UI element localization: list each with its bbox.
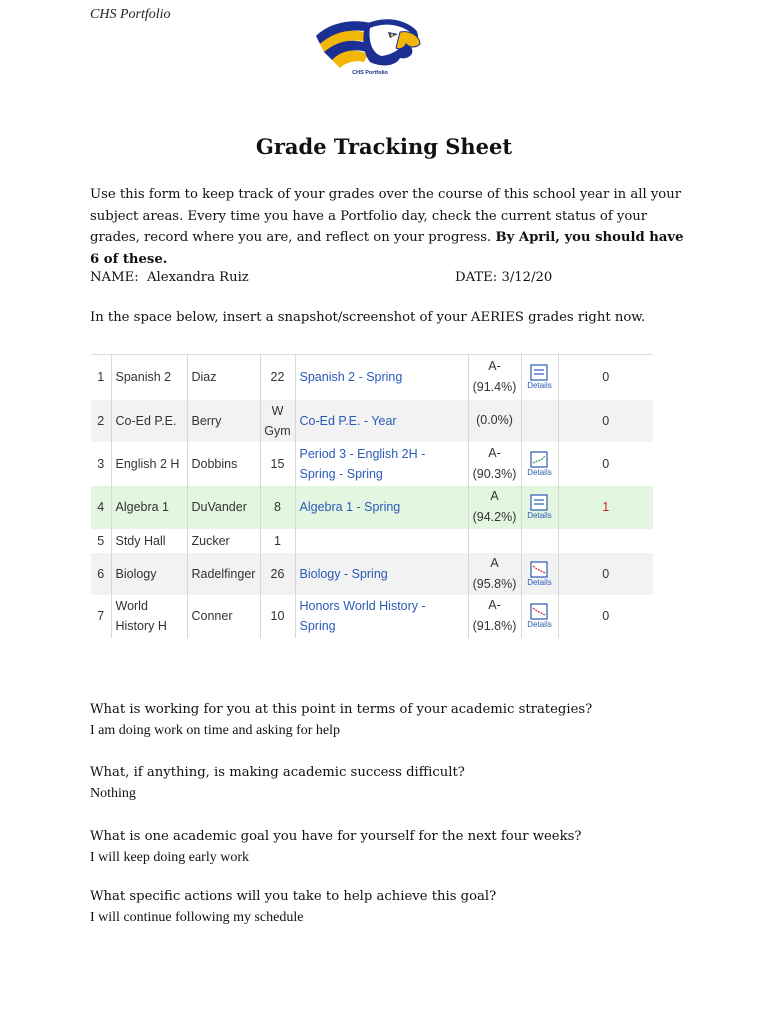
details-link[interactable]: Details <box>527 620 552 629</box>
grade-row <box>91 595 653 638</box>
room-cell: W Gym <box>260 400 295 442</box>
course-cell: Co-Ed P.E. <box>111 400 187 442</box>
gradebook-link[interactable]: Period 3 - English 2H - Spring - Spring <box>295 442 468 486</box>
instruction-text: In the space below, insert a snapshot/screenshot of your AERIES grades right now. <box>90 310 646 325</box>
logo-caption: CHS Portfolio <box>352 70 388 76</box>
mark-percent: (91.8%) <box>472 619 517 633</box>
missing-cell: 0 <box>602 413 610 428</box>
mark-cell <box>468 529 521 553</box>
course-cell: Stdy Hall <box>111 529 187 553</box>
icon-cell <box>521 595 558 638</box>
course-cell: World History H <box>111 595 187 638</box>
period-cell: 6 <box>91 553 111 595</box>
mark-letter: A <box>490 555 499 570</box>
icon-cell <box>521 442 558 486</box>
reflection-block <box>90 826 690 868</box>
mark-cell <box>468 442 521 486</box>
teacher-cell: Conner <box>187 595 260 638</box>
period-cell: 4 <box>91 486 111 529</box>
reflection-block <box>90 886 690 928</box>
mark-cell <box>468 595 521 638</box>
mark-cell <box>468 400 521 442</box>
reflection-question: What specific actions will you take to help achieve this goal? <box>90 889 497 904</box>
date-value: 3/12/20 <box>501 270 553 285</box>
teacher-cell: Berry <box>187 400 260 442</box>
details-link[interactable]: Details <box>527 381 552 391</box>
missing-cell: 0 <box>602 566 610 581</box>
mark-percent: (94.2%) <box>472 510 517 524</box>
intro-text: Use this form to keep track of your grades over the course of this school year in all your subject areas. Every time you have a Portfolio day, check the current status of your grades, record where you are, and reflect on your progress. <box>90 187 682 245</box>
course-cell: English 2 H <box>111 442 187 486</box>
header-label: CHS Portfolio <box>90 7 171 22</box>
gradebook-link[interactable] <box>295 529 468 553</box>
grade-row <box>91 400 653 442</box>
reflection-answer: I will keep doing early work <box>90 850 250 865</box>
name-line <box>90 270 249 285</box>
icon-cell <box>521 486 558 529</box>
gradebook-link[interactable]: Spanish 2 - Spring <box>295 355 468 400</box>
reflection-question: What is working for you at this point in terms of your academic strategies? <box>90 702 593 717</box>
room-cell: 22 <box>260 355 295 400</box>
mark-letter: A- <box>488 445 501 460</box>
reflection-question: What, if anything, is making academic success difficult? <box>90 765 465 780</box>
details-icon[interactable] <box>527 364 551 390</box>
gradebook-link[interactable]: Co-Ed P.E. - Year <box>295 400 468 442</box>
icon-cell <box>521 529 558 553</box>
period-cell: 3 <box>91 442 111 486</box>
icon-cell <box>521 400 558 442</box>
mark-cell <box>468 486 521 529</box>
reflection-answer: Nothing <box>90 786 136 801</box>
trend-down-icon[interactable] <box>527 603 551 629</box>
gradebook-link[interactable]: Biology - Spring <box>295 553 468 595</box>
date-label: DATE: <box>455 270 498 285</box>
grades-table <box>91 354 653 638</box>
gradebook-link[interactable]: Algebra 1 - Spring <box>295 486 468 529</box>
mark-letter: A- <box>488 598 501 612</box>
grade-row <box>91 442 653 486</box>
grade-row <box>91 553 653 595</box>
period-cell: 5 <box>91 529 111 553</box>
reflection-answer: I am doing work on time and asking for help <box>90 723 341 738</box>
reflection-block <box>90 699 690 741</box>
grade-row <box>91 355 653 400</box>
course-cell: Algebra 1 <box>111 486 187 529</box>
missing-cell: 0 <box>602 609 610 623</box>
teacher-cell: DuVander <box>187 486 260 529</box>
room-cell: 26 <box>260 553 295 595</box>
teacher-cell: Zucker <box>187 529 260 553</box>
period-cell: 7 <box>91 595 111 638</box>
details-icon[interactable] <box>527 494 551 520</box>
reflection-answer: I will continue following my schedule <box>90 910 304 925</box>
missing-cell <box>558 529 653 553</box>
room-cell: 1 <box>260 529 295 553</box>
icon-cell <box>521 553 558 595</box>
grade-row <box>91 529 653 553</box>
details-link[interactable]: Details <box>527 467 552 477</box>
missing-cell: 1 <box>602 500 610 514</box>
details-link[interactable]: Details <box>527 511 552 520</box>
missing-cell: 0 <box>602 456 610 471</box>
trend-up-icon[interactable] <box>527 451 551 477</box>
mark-letter: A- <box>488 359 501 374</box>
mark-percent: (0.0%) <box>476 413 513 427</box>
intro-paragraph <box>90 184 690 270</box>
missing-cell: 0 <box>602 370 610 385</box>
trend-down-icon[interactable] <box>527 561 551 587</box>
reflection-block <box>90 762 690 804</box>
mark-percent: (95.8%) <box>472 576 517 591</box>
mark-cell <box>468 355 521 400</box>
mark-letter: A <box>490 489 499 503</box>
period-cell: 2 <box>91 400 111 442</box>
page-title: Grade Tracking Sheet <box>255 134 513 159</box>
name-label: NAME: <box>90 270 139 285</box>
gradebook-link[interactable]: Honors World History - Spring <box>295 595 468 638</box>
period-cell: 1 <box>91 355 111 400</box>
room-cell: 15 <box>260 442 295 486</box>
date-line <box>455 270 552 285</box>
grade-row <box>91 486 653 529</box>
details-link[interactable]: Details <box>527 577 552 587</box>
icon-cell <box>521 355 558 400</box>
reflection-question: What is one academic goal you have for yourself for the next four weeks? <box>90 829 582 844</box>
room-cell: 10 <box>260 595 295 638</box>
mark-percent: (91.4%) <box>472 380 517 395</box>
intro-bold: By April, you should have 6 of these. <box>90 230 684 267</box>
teacher-cell: Dobbins <box>187 442 260 486</box>
mark-cell <box>468 553 521 595</box>
course-cell: Spanish 2 <box>111 355 187 400</box>
room-cell: 8 <box>260 486 295 529</box>
mark-percent: (90.3%) <box>472 466 517 481</box>
course-cell: Biology <box>111 553 187 595</box>
teacher-cell: Radelfinger <box>187 553 260 595</box>
student-name: Alexandra Ruiz <box>147 270 249 285</box>
teacher-cell: Diaz <box>187 355 260 400</box>
